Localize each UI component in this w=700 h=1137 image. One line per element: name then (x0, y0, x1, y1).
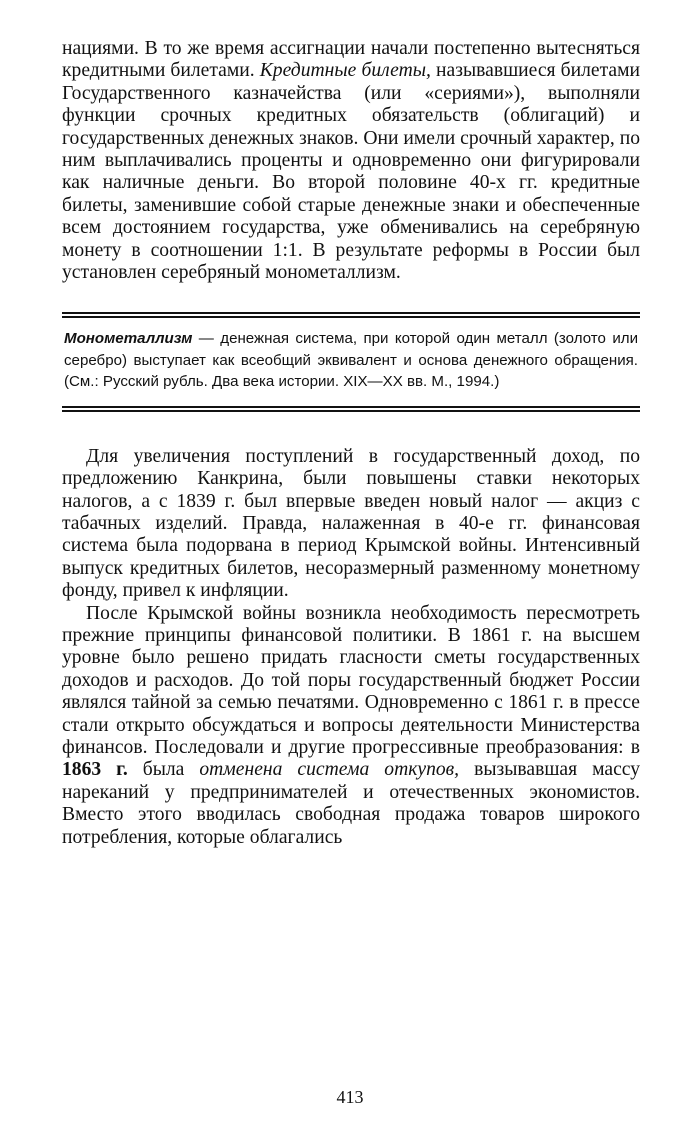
definition-term: Монометаллизм (64, 330, 193, 348)
page-number: 413 (336, 1087, 364, 1107)
page-body (62, 38, 640, 849)
year-1863: 1863 г. (62, 759, 128, 781)
paragraph-credit-notes (62, 38, 640, 284)
definition-text (64, 328, 638, 392)
definition-box (62, 312, 640, 411)
paragraph-text: была (127, 759, 200, 781)
definition-body: — денежная система, при которой один металл (золото или серебро) выступает как всеобщий эквивалент и основа денежного обращения. (См.: Русский рубль. Два века истории. XIX—XX вв. М., 1994.) (64, 330, 638, 391)
term-credit-notes: Кредитные билеты, (259, 60, 431, 82)
term-tax-farming-abolished: отменена система откупов, (199, 759, 460, 781)
paragraph-text: называвшиеся билетами Государственного казначейства (или «сериями»), выполняли функции срочных кредитных обязательств (облигаций) и государственных денежных знаков. Они имели срочный характер, по ним выплачивались проценты и одновременно они фигурировали как наличные деньги. Во второй половине 40-х гг. кредитные билеты, заменившие собой старые денежные знаки и обеспеченные всем достоянием государства, уже обменивались на серебряную монету в соотношении 1:1. В результате реформы в России был установлен серебряный монометаллизм. (62, 60, 640, 284)
paragraph-text: После Крымской войны возникла необходимость пересмотреть прежние принципы финансовой политики. В 1861 г. на высшем уровне было решено придать гласности сметы государственных доходов и расходов. До той поры государственный бюджет России являлся тайной за семью печатями. Одновременно с 1861 г. в прессе стали открыто обсуждаться и вопросы деятельности Министерства финансов. Последовали и другие прогрессивные преобразования: в (62, 602, 640, 758)
paragraph-text: нациями. В то же время ассигнации начали постепенно вытесняться кредитными билетами. (62, 38, 640, 82)
paragraph-kankrin-taxes: Для увеличения поступлений в государственный доход, по предложению Канкрина, были повышены ставки некоторых налогов, а с 1839 г. был впервые введен новый налог — акциз с табачных изделий. Правда, налаженная в 40-е гг. финансовая система была подорвана в период Крымской войны. Интенсивный выпуск кредитных билетов, несоразмерный разменному монетному фонду, привел к инфляции. (62, 445, 640, 602)
paragraph-after-crimean-war (62, 603, 640, 849)
paragraph-text: вызывавшая массу нареканий у предпринимателей и отечественных экономистов. Вместо этого вводилась свободная продажа товаров широкого потребления, которые облагались (62, 759, 641, 848)
